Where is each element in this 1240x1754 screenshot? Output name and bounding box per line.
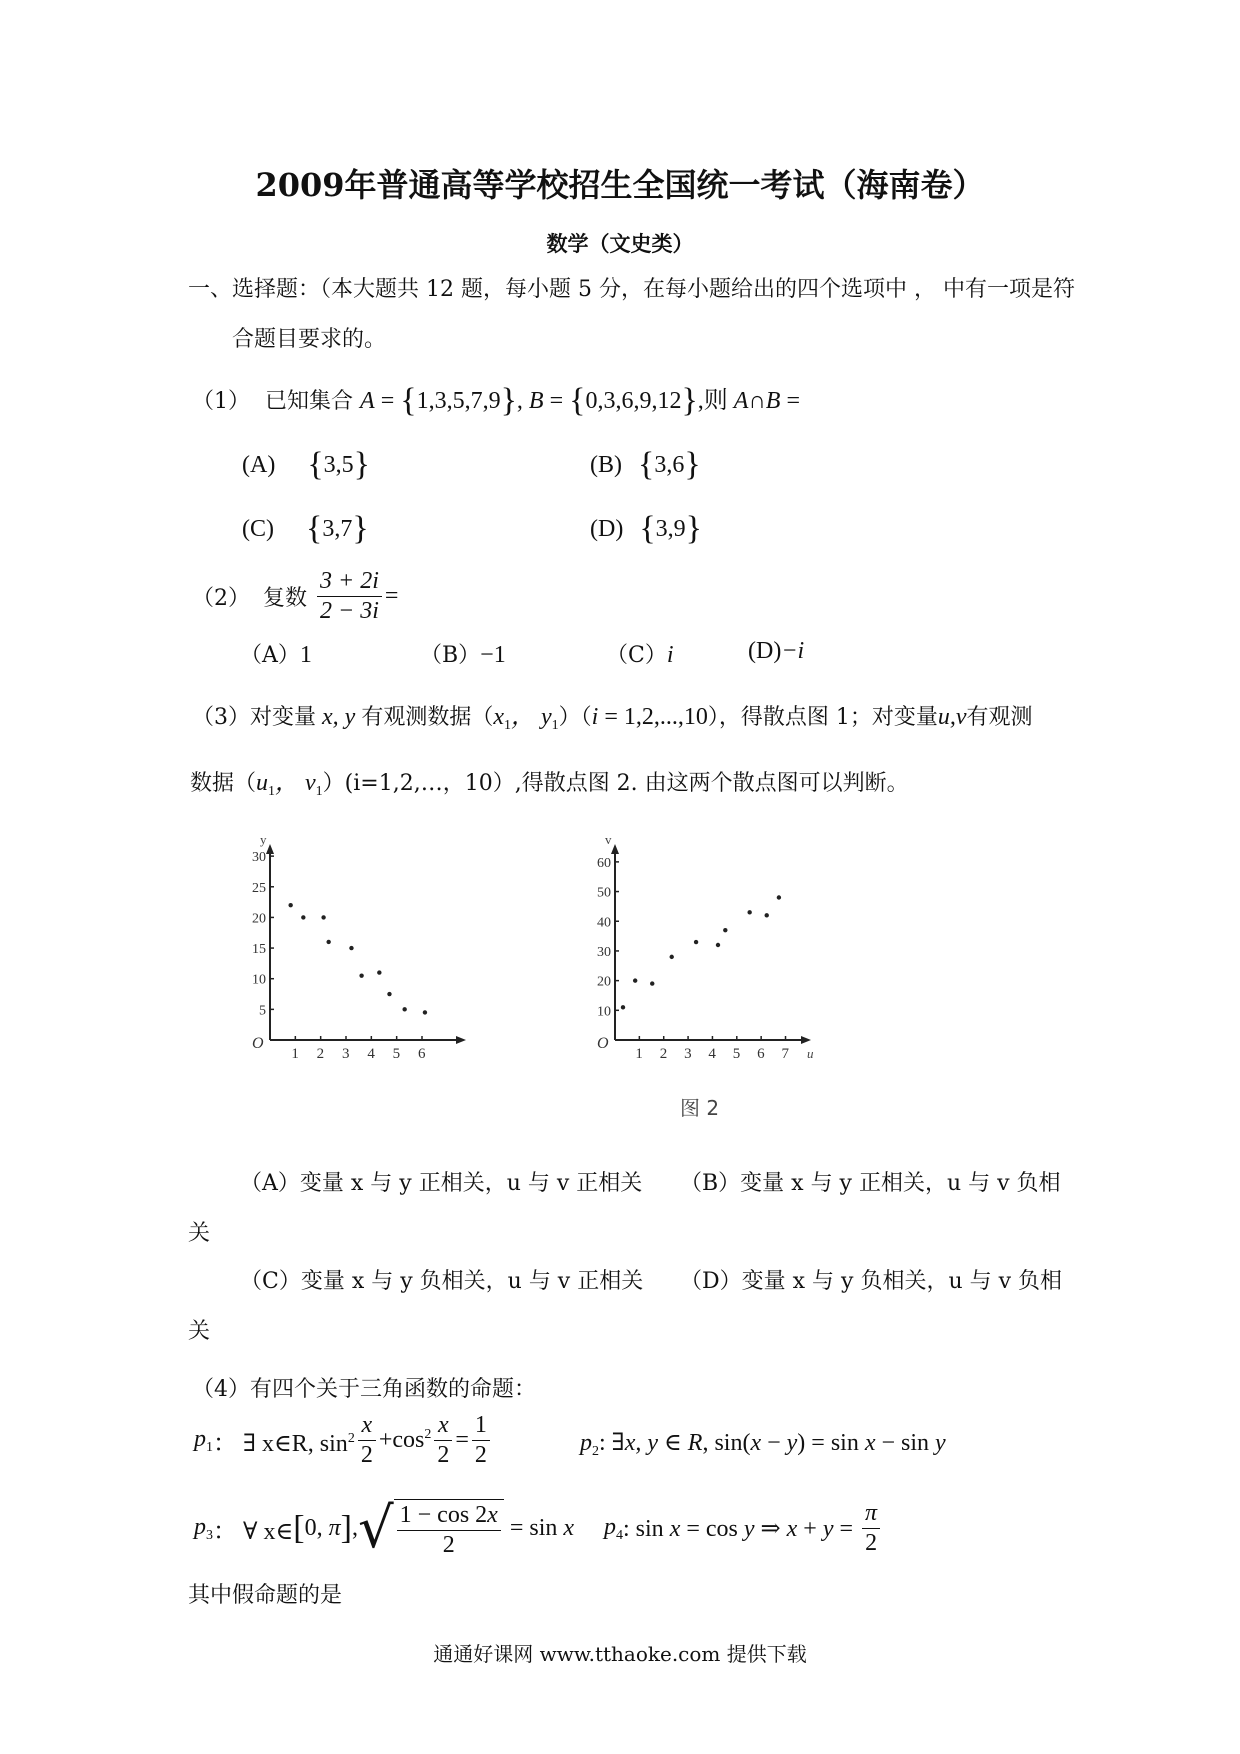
page-subtitle: 数学（文史类） xyxy=(546,231,694,256)
q3-text-5: 有观测 xyxy=(966,705,1033,730)
origin-label: O xyxy=(252,1035,264,1052)
x-tick-label: 1 xyxy=(291,1046,299,1062)
q3-option-a-label: （A） xyxy=(240,1171,300,1196)
q3-option-d xyxy=(680,1264,1062,1295)
q4-proposition-p3: $p_3$： ∀ x∈[0, π],√ $\frac{1 - \cos 2x}{2}$ = sin x xyxy=(194,1496,575,1561)
q1-option-b: (B) {3,6} xyxy=(590,446,701,483)
origin-label: O xyxy=(597,1035,609,1052)
q2-option-d xyxy=(748,638,804,665)
q4-proposition-p4: $p_4$: sin x = cos y ⇒ x + y = $\frac{\pi}{2}$ xyxy=(604,1500,883,1557)
q2-prompt: 复数 xyxy=(263,586,308,611)
q1-option-b-value: 3,6 xyxy=(654,452,685,478)
y-tick-label: 10 xyxy=(597,1004,611,1020)
q2-option-c xyxy=(606,638,674,669)
y-tick-label: 25 xyxy=(252,880,266,896)
x-tick-label: 2 xyxy=(659,1046,668,1062)
q3-option-c xyxy=(240,1264,643,1295)
x-tick-label: 7 xyxy=(781,1046,790,1062)
q2-denominator: 2 − 3i xyxy=(320,598,379,624)
data-point xyxy=(387,992,391,996)
y-tick-label: 50 xyxy=(597,885,611,901)
q2-option-a-value: 1 xyxy=(299,642,312,668)
q1-option-d: (D) {3,9} xyxy=(590,510,702,547)
y-tick-label: 40 xyxy=(597,915,611,931)
data-point xyxy=(359,973,363,977)
q1-set-a: 1,3,5,7,9 xyxy=(416,388,501,414)
data-point xyxy=(321,915,325,919)
data-point xyxy=(301,915,305,919)
q1-tail: ,则 xyxy=(697,388,728,414)
y-tick-label: 30 xyxy=(252,850,266,866)
q1-option-c-label: (C) xyxy=(242,516,274,542)
q1-option-a-label: (A) xyxy=(242,452,276,478)
page-footer: 通通好课网 www.tthaoke.com 提供下载 xyxy=(433,1642,807,1666)
q4-proposition-p1: $p_1$： ∃ x∈R, $\sin^2$ $\frac{x}{2}$ $+\cos^2$ $\frac{x}{2}$ = $\frac{1}{2}$ xyxy=(194,1412,493,1469)
q3-text-2: 有观测数据（ xyxy=(361,705,494,730)
y-tick-label: 20 xyxy=(252,911,266,927)
q1-option-a: (A) {3,5} xyxy=(242,446,370,483)
q3-option-d-label: （D） xyxy=(680,1269,742,1294)
q1-prompt: 已知集合 xyxy=(265,389,354,414)
q2-numerator: 3 + 2i xyxy=(317,568,382,597)
q3-stem-line1: （3）对变量 x, y 有观测数据（$x_1$， $y_1)(i = 1,2,...,10)$，得散点图 1；对变量u,v有观测 xyxy=(192,704,1033,733)
y-tick-label: 5 xyxy=(259,1003,266,1019)
x-axis-arrow xyxy=(801,1036,811,1044)
x-axis-arrow xyxy=(456,1036,466,1044)
q4-intro: （4）有四个关于三角函数的命题： xyxy=(192,1377,536,1402)
q2-stem: （2） 复数 $\frac{3 + 2i}{2 - 3i}$ = xyxy=(192,568,399,624)
data-point xyxy=(633,978,637,982)
q3-option-a-value: 变量 x 与 y 正相关，u 与 v 正相关 xyxy=(299,1171,643,1196)
q1-option-b-label: (B) xyxy=(590,452,622,478)
x-tick-label: 2 xyxy=(316,1046,325,1062)
q1-option-c: (C) {3,7} xyxy=(242,510,369,547)
q2-option-a xyxy=(240,638,312,669)
q1-stem: （1） 已知集合 A = {1,3,5,7,9}, B = {0,3,6,9,12},则 A∩B = xyxy=(192,382,800,419)
q3-option-d-value: 变量 x 与 y 负相关，u 与 v 负相 xyxy=(741,1269,1063,1294)
x-tick-label: 5 xyxy=(732,1046,741,1062)
q3-text-3: ）（ xyxy=(558,705,592,730)
data-point xyxy=(288,903,292,907)
x-tick-label: 3 xyxy=(684,1046,692,1062)
q3-option-c-label: （C） xyxy=(240,1269,301,1294)
q3-option-a xyxy=(240,1166,642,1197)
data-point xyxy=(402,1007,406,1011)
q2-option-a-label: （A） xyxy=(240,643,300,668)
q3-option-b-wrap: 关 xyxy=(188,1221,211,1246)
data-point xyxy=(777,895,781,899)
data-point xyxy=(694,940,698,944)
q2-option-b-label: （B） xyxy=(420,643,481,668)
y-tick-label: 15 xyxy=(252,942,266,958)
q2-fraction xyxy=(317,568,382,625)
q2-option-c-value: i xyxy=(666,642,674,668)
data-point xyxy=(650,981,654,985)
q2-option-b-value: −1 xyxy=(480,642,506,668)
data-point xyxy=(621,1005,625,1009)
data-point xyxy=(723,928,727,932)
q3-option-d-wrap: 关 xyxy=(188,1319,211,1344)
y-axis-arrow xyxy=(266,844,274,854)
q2-option-d-value: −i xyxy=(781,638,805,664)
q2-option-d-label: (D) xyxy=(748,638,782,664)
x-tick-label: 3 xyxy=(342,1046,350,1062)
q1-option-d-label: (D) xyxy=(590,516,624,542)
y-tick-label: 30 xyxy=(597,944,611,960)
x-tick-label: 1 xyxy=(635,1046,643,1062)
q1-option-c-value: 3,7 xyxy=(322,516,353,542)
q3-text-7: ）(i=1,2,…，10）,得散点图 2. 由这两个散点图可以判断。 xyxy=(322,771,909,796)
q3-option-b xyxy=(680,1166,1061,1197)
section-heading: 一、选择题：（本大题共 12 题，每小题 5 分，在每小题给出的四个选项中 ， 中有一项是符 xyxy=(188,277,1075,302)
data-point xyxy=(765,913,769,917)
q1-option-d-value: 3,9 xyxy=(655,516,686,542)
page-title: 2009年普通高等学校招生全国统一考试（海南卷） xyxy=(255,166,985,204)
q1-number: （1） xyxy=(192,389,250,414)
q1-option-a-value: 3,5 xyxy=(323,452,354,478)
q3-text-1: （3）对变量 xyxy=(192,705,316,730)
data-point xyxy=(716,943,720,947)
scatter-plot-2 xyxy=(585,830,825,1070)
x-tick-label: 5 xyxy=(392,1046,401,1062)
figure-2-caption: 图 2 xyxy=(680,1096,720,1120)
x-tick-label: 4 xyxy=(708,1046,716,1062)
q1-set-b: 0,3,6,9,12 xyxy=(585,388,682,414)
q3-text-6: 数据（ xyxy=(190,771,257,796)
x-tick-label: 6 xyxy=(757,1046,765,1062)
y-tick-label: 10 xyxy=(252,972,266,988)
y-axis-label: v xyxy=(605,832,612,847)
data-point xyxy=(670,955,674,959)
q4-conclusion: 其中假命题的是 xyxy=(188,1583,343,1608)
q4-proposition-p2: $p_2$: ∃x, y ∈ R, sin(x − y) = sin x − sin y xyxy=(580,1430,946,1459)
q3-option-b-label: （B） xyxy=(680,1171,741,1196)
y-axis-arrow xyxy=(611,844,619,854)
scatter-plot-1 xyxy=(240,830,480,1070)
y-tick-label: 60 xyxy=(597,855,611,871)
q2-number: （2） xyxy=(192,586,250,611)
q2-option-b xyxy=(420,638,506,669)
data-point xyxy=(349,946,353,950)
x-axis-label: u xyxy=(807,1046,814,1061)
x-tick-label: 4 xyxy=(367,1046,375,1062)
y-tick-label: 20 xyxy=(597,974,611,990)
data-point xyxy=(377,970,381,974)
q3-text-4: ），得散点图 1；对变量 xyxy=(707,705,938,730)
data-point xyxy=(747,910,751,914)
q2-option-c-label: （C） xyxy=(606,643,667,668)
q3-option-b-value: 变量 x 与 y 正相关，u 与 v 负相 xyxy=(740,1171,1061,1196)
q3-option-c-value: 变量 x 与 y 负相关，u 与 v 正相关 xyxy=(300,1269,644,1294)
x-tick-label: 6 xyxy=(418,1046,426,1062)
section-heading-cont: 合题目要求的。 xyxy=(232,327,387,352)
q3-stem-line2: 数据（$u_1$， $v_1)(i=1,2,\dots$，10）,得散点图 2. 由这两个散点图可以判断。 xyxy=(190,770,909,799)
data-point xyxy=(326,940,330,944)
data-point xyxy=(423,1010,427,1014)
y-axis-label: y xyxy=(260,832,267,847)
